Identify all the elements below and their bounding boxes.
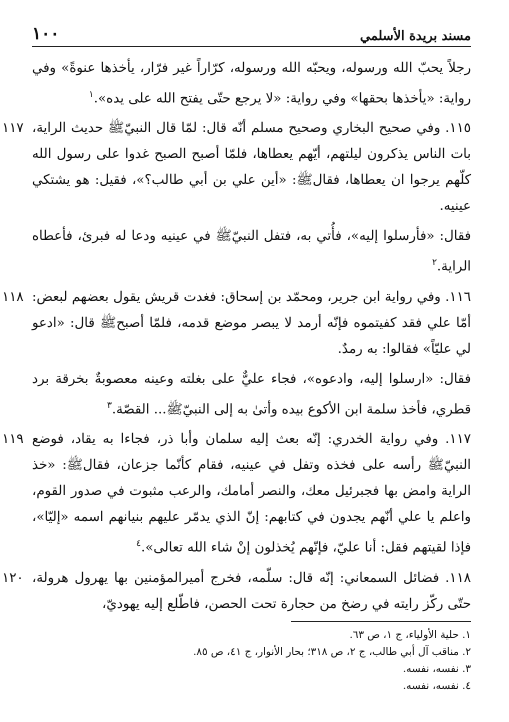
footnote-rule xyxy=(291,621,471,622)
entry-paragraph: ١١٥. وفي صحيح البخاري وصحيح مسلم أنّه قال: لمّا قال النبيّﷺ حديث الراية، بات الناس يذكرون ليلتهم، أيّهم يعطاها، فلمّا أصبح الصبح غدوا على رسول الله كلّهم يرجوا ان يعطاها، فقالﷺ: «أين علي بن أبي طالب؟»، فقيل: هو يشتكي عينيه. xyxy=(32,121,471,215)
page-number: ١٠٠ xyxy=(32,24,60,44)
footnote: ١. حلية الأولياء، ج ١، ص ٦٣. xyxy=(349,629,471,641)
entry-paragraph: ١١٦. وفي رواية ابن جرير، ومحمّد بن إسحاق: فغدت قريش يقول بعضهم لبعض: أمّا علي فقد كفيتموه فإنّه أرمد لا يبصر موضع قدمه، فلمّا أصبحﷺ قال: «ادعو لي عليّاً» فقالوا: به رمدٌ. xyxy=(32,289,471,357)
footnote-marker: ١ xyxy=(88,90,94,100)
page-header xyxy=(32,22,471,47)
opening-paragraph: رجلاً يحبّ الله ورسوله، ويحبّه الله ورسوله، كرّاراً غير فرّار، يأخذها عنوةً» وفي رواية: «يأخذها بحقها» وفي رواية: «لا يرجع حتّى يفتح الله على يده».$^١$ xyxy=(32,61,471,107)
running-title: مسند بريدة الأسلمي xyxy=(360,29,471,44)
entry-number: ١٢٠ xyxy=(2,570,24,586)
entry-paragraph: ١١٧. وفي رواية الخدري: إنّه بعث إليه سلمان وأبا ذر، فجاءا به يقاد، فوضع النبيّﷺ رأسه على فخذه وتفل في عينيه، فقام كأنّما جزعان، فقالﷺ: «خذ الراية وامض بها فجبرئيل معك، والنصر أمامك، والرعب مثبوت في صدور القوم، واعلم يا علي أنّهم يجدون في كتابهم: إنّ الذي يدمّر عليهم بنيانهم اسمه «إليّا»، فإذا لقيتهم فقل: أنا عليّ، فإنّهم يُخذلون إنْ شاء الله تعالى».$^٤$ xyxy=(32,432,471,556)
entry-number: ١١٩ xyxy=(2,432,24,448)
footnote: ٣. نفسه، نفسه. xyxy=(402,663,471,675)
page-body xyxy=(2,56,471,618)
entry-119 xyxy=(2,427,471,561)
footnote-marker: ٢ xyxy=(432,258,437,269)
footnote-marker: ٣ xyxy=(107,400,112,411)
entry-118 xyxy=(2,285,471,423)
entry-paragraph: فقال: «ارسلوا إليه، وادعوه»، فجاء عليٌّ على بغلته وعينه معصوبةٌ بخرقة برد قطري، فأخذ سلمة ابن الأكوع بيده وأتىٰ به إلى النبيّﷺ... القصّة.$^٣$ xyxy=(32,371,471,418)
footnote-marker: ٤ xyxy=(136,539,141,550)
entry-120 xyxy=(2,566,471,618)
footnotes xyxy=(32,627,471,695)
entry-number: ١١٧ xyxy=(2,121,24,137)
entry-117 xyxy=(2,116,471,280)
entry-number: ١١٨ xyxy=(2,289,24,305)
entry-paragraph: ١١٨. فضائل السمعاني: إنّه قال: سلّمه، فخرج أميرالمؤمنين بها يهرول هرولة، حتّى ركّز رايته في رضخ من حجارة تحت الحصن، فاطّلع إليه يهوديّ، xyxy=(32,570,471,612)
footnote: ٤. نفسه، نفسه. xyxy=(402,680,471,692)
entry-paragraph: فقال: «فأرسلوا إليه»، فأُتي به، فتفل النبيّﷺ في عينيه ودعا له فبرئ، فأعطاه الراية.$^٢$ xyxy=(32,229,471,275)
footnote: ٢. مناقب آل أبي طالب، ج ٢، ص ٣١٨؛ بحار الأنوار، ج ٤١، ص ٨٥. xyxy=(193,646,471,658)
